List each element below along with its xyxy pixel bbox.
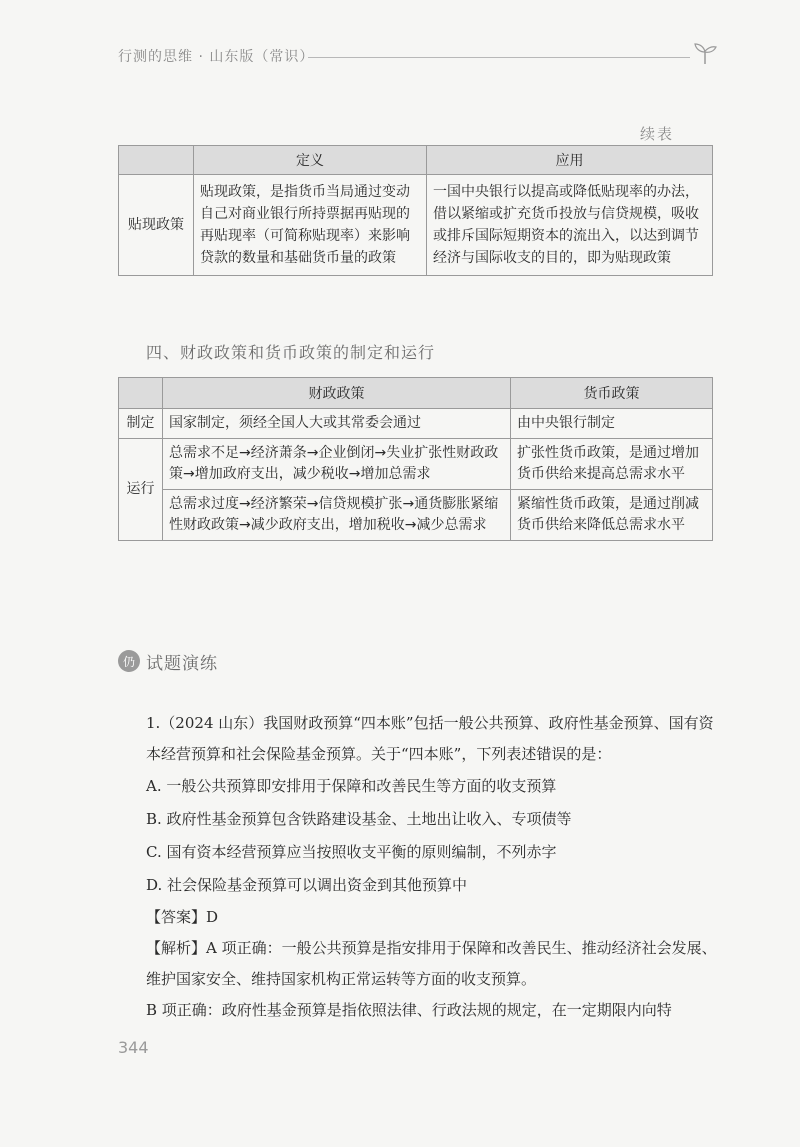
table-header-cell: [119, 146, 194, 175]
practice-label: 试题演练: [146, 653, 218, 674]
fiscal-formulation-cell: 国家制定，须经全国人大或其常委会通过: [163, 409, 511, 439]
question-block: [118, 708, 718, 1026]
option-a: A. 一般公共预算即安排用于保障和改善民生等方面的收支预算: [146, 777, 557, 795]
analysis-b: B 项正确：政府性基金预算是指依照法律、行政法规的规定，在一定期限内向特: [146, 1001, 672, 1019]
table-header-fiscal: 财政政策: [163, 378, 511, 409]
header-title: 行测的思维 · 山东版（常识）: [118, 49, 315, 65]
table-row: [119, 175, 713, 276]
row-label: 运行: [119, 439, 163, 541]
table-header-application: 应用: [427, 146, 713, 175]
analysis-a-text: A 项正确：一般公共预算是指安排用于保障和改善民生、推动经济社会发展、维护国家安全、维持国家机构正常运转等方面的收支预算。: [146, 939, 717, 988]
row-label: 制定: [119, 409, 163, 439]
table-header-definition: 定义: [194, 146, 427, 175]
expansionary-fiscal-cell: 总需求不足→经济萧条→企业倒闭→失业扩张性财政政策→增加政府支出，减少税收→增加总需求: [163, 439, 511, 490]
discount-policy-table: [118, 145, 713, 276]
contractionary-fiscal-cell: 总需求过度→经济繁荣→信贷规模扩张→通货膨胀紧缩性财政政策→减少政府支出，增加税收→减少总需求: [163, 490, 511, 541]
answer-line: [118, 902, 718, 933]
option-b: B. 政府性基金预算包含铁路建设基金、土地出让收入、专项债等: [146, 810, 572, 828]
header-rule: [308, 57, 690, 58]
table-row: [119, 409, 713, 439]
table-header-monetary: 货币政策: [511, 378, 713, 409]
answer-value: D: [206, 908, 219, 926]
page-number: 344: [118, 1038, 149, 1057]
contractionary-monetary-cell: 紧缩性货币政策，是通过削减货币供给来降低总需求水平: [511, 490, 713, 541]
monetary-formulation-cell: 由中央银行制定: [511, 409, 713, 439]
table-header-row: [119, 378, 713, 409]
table-row: [119, 439, 713, 490]
practice-heading: [118, 646, 218, 676]
option-d: D. 社会保险基金预算可以调出资金到其他预算中: [146, 876, 468, 894]
fiscal-monetary-table: [118, 377, 713, 541]
section-heading: 四、财政政策和货币政策的制定和运行: [146, 343, 436, 362]
definition-cell: 贴现政策，是指货币当局通过变动自己对商业银行所持票据再贴现的再贴现率（可简称贴现率）来影响贷款的数量和基础货币量的政策: [194, 175, 427, 276]
application-cell: 一国中央银行以提高或降低贴现率的办法，借以紧缩或扩充货币投放与信贷规模，吸收或排斥国际短期资本的流出入，以达到调节经济与国际收支的目的，即为贴现政策: [427, 175, 713, 276]
running-header: [118, 40, 718, 70]
answer-tag: 【答案】: [146, 908, 207, 926]
sprout-icon: [692, 40, 718, 66]
practice-badge-icon: 仍: [118, 650, 140, 672]
table-header-cell: [119, 378, 163, 409]
analysis-a: [118, 933, 718, 995]
analysis-tag: 【解析】: [146, 939, 207, 957]
row-label: 贴现政策: [119, 175, 194, 276]
table-row: [119, 490, 713, 541]
question-stem: 1.（2024 山东）我国财政预算“四本账”包括一般公共预算、政府性基金预算、国有资本经营预算和社会保险基金预算。关于“四本账”，下列表述错误的是：: [146, 714, 714, 763]
option-c: C. 国有资本经营预算应当按照收支平衡的原则编制，不列赤字: [146, 843, 557, 861]
expansionary-monetary-cell: 扩张性货币政策，是通过增加货币供给来提高总需求水平: [511, 439, 713, 490]
continued-table-label: 续表: [640, 125, 675, 143]
table-header-row: [119, 146, 713, 175]
